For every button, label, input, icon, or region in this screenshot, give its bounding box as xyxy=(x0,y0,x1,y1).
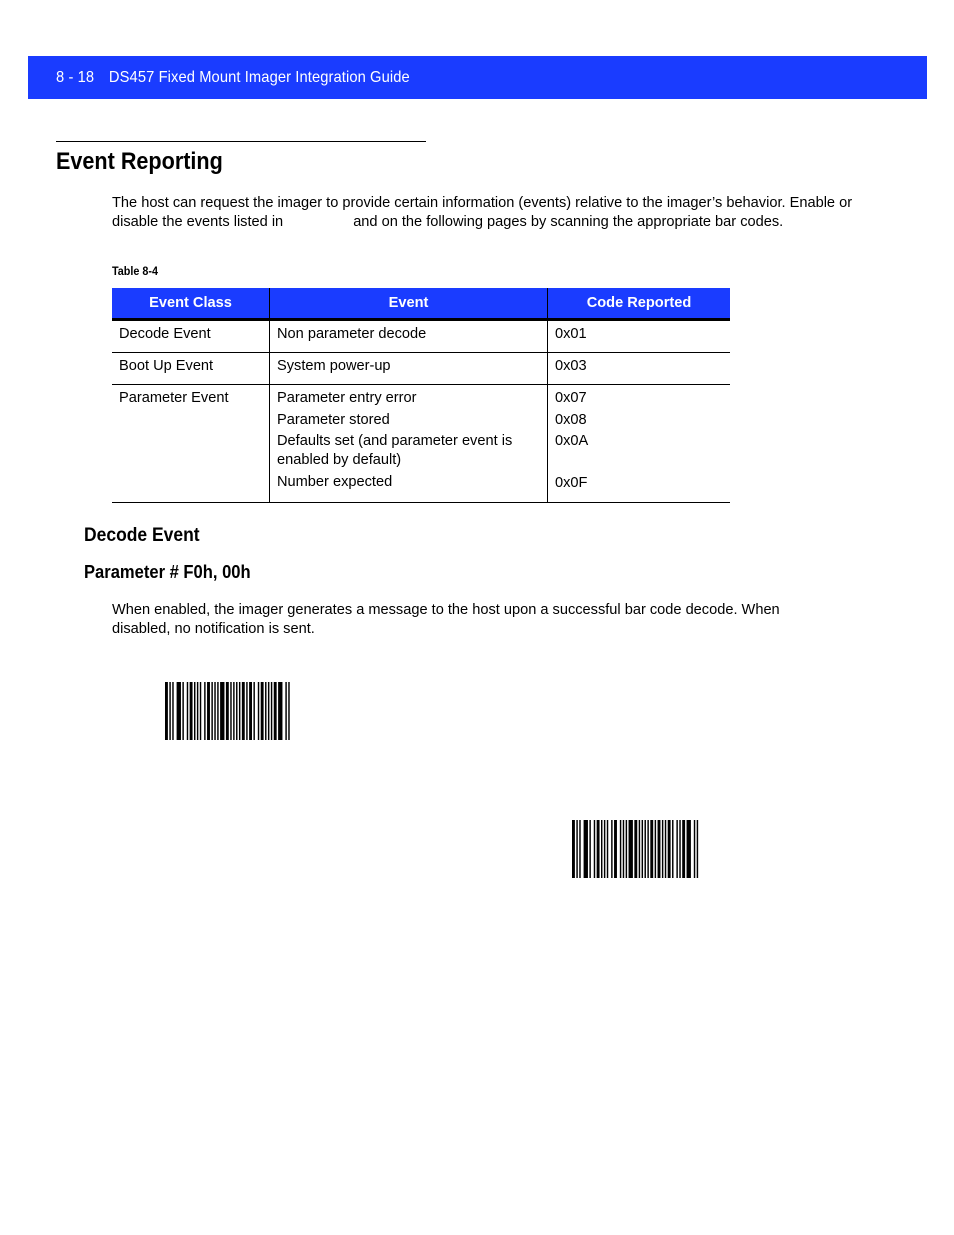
enable-barcode xyxy=(165,682,355,740)
barcode-bar xyxy=(614,820,617,878)
intro-text-part2: and on the following pages by scanning the appropriate bar codes. xyxy=(353,214,784,230)
disable-barcode xyxy=(572,820,762,878)
barcode-bar xyxy=(694,820,695,878)
column-header-code-reported: Code Reported xyxy=(548,288,731,320)
barcode-bar xyxy=(211,682,212,740)
barcode-bar xyxy=(572,820,575,878)
running-header xyxy=(56,69,410,87)
barcode-bar xyxy=(697,820,698,878)
barcode-bar xyxy=(253,682,254,740)
barcode-bar xyxy=(236,682,237,740)
guide-title: DS457 Fixed Mount Imager Integration Guide xyxy=(108,68,410,86)
barcode-bar xyxy=(169,682,170,740)
barcode-bar xyxy=(261,682,264,740)
barcode-bar xyxy=(288,682,289,740)
barcode-bar xyxy=(620,820,621,878)
code-cell: 0x03 xyxy=(548,353,731,385)
event-class-cell: Decode Event xyxy=(112,320,270,353)
barcode-bar xyxy=(165,682,168,740)
code-cell xyxy=(548,385,731,503)
barcode-bar xyxy=(207,682,210,740)
barcode-bar xyxy=(197,682,198,740)
barcode-bar xyxy=(634,820,637,878)
barcode-bar xyxy=(645,820,646,878)
code-item: 0x07 xyxy=(555,390,587,406)
barcode-bar xyxy=(597,820,600,878)
barcode-bar xyxy=(249,682,252,740)
barcode-bar xyxy=(177,682,181,740)
intro-text-part1: The host can request the imager to provide certain information (events) relative to the imager’s behavior. Enable or disable the events listed in xyxy=(112,195,853,230)
barcode-bar xyxy=(668,820,671,878)
barcode-bar xyxy=(647,820,648,878)
barcode-bar xyxy=(200,682,201,740)
barcode-bar xyxy=(274,682,277,740)
decode-event-heading: Decode Event xyxy=(84,525,200,546)
parameter-heading: Parameter # F0h, 00h xyxy=(84,562,251,582)
barcode-bar xyxy=(629,820,633,878)
barcode-bar xyxy=(220,682,224,740)
table-header-row xyxy=(112,288,730,320)
event-class-cell: Boot Up Event xyxy=(112,353,270,385)
barcode-bar xyxy=(214,682,215,740)
barcode-bar xyxy=(658,820,661,878)
event-cell: Non parameter decode xyxy=(270,320,548,353)
intro-paragraph xyxy=(112,194,862,232)
event-item: Defaults set (and parameter event is enabled by default) xyxy=(277,433,513,468)
barcode-bar xyxy=(676,820,677,878)
barcode-bar xyxy=(217,682,218,740)
barcode-bar xyxy=(226,682,229,740)
event-item: Number expected xyxy=(277,473,393,490)
barcode-bar xyxy=(190,682,193,740)
barcode-bar xyxy=(233,682,234,740)
barcode-bar xyxy=(589,820,590,878)
barcode-bar xyxy=(679,820,680,878)
decode-event-description: When enabled, the imager generates a message to the host upon a successful bar code decode. When disabled, no notification is sent. xyxy=(112,602,780,637)
barcode-bar xyxy=(626,820,627,878)
barcode-bar xyxy=(623,820,624,878)
table-caption: Table 8-4 xyxy=(112,264,159,278)
barcode-bar xyxy=(278,682,282,740)
barcode-bar xyxy=(271,682,272,740)
barcode-bar xyxy=(576,820,577,878)
barcode-bar xyxy=(607,820,608,878)
barcode-bar xyxy=(579,820,580,878)
header-bar xyxy=(28,56,927,99)
table-row xyxy=(112,353,730,385)
barcode-bar xyxy=(687,820,691,878)
barcode-bar xyxy=(642,820,643,878)
barcode-bar xyxy=(611,820,612,878)
event-class-cell: Parameter Event xyxy=(112,385,270,503)
barcode-bar xyxy=(194,682,195,740)
barcode-bar xyxy=(601,820,602,878)
table-row xyxy=(112,320,730,353)
event-item: Parameter stored xyxy=(277,411,390,428)
table-row xyxy=(112,385,730,503)
column-header-event-class: Event Class xyxy=(112,288,270,320)
barcode-bar xyxy=(246,682,247,740)
barcode-bar xyxy=(594,820,595,878)
barcode-bar xyxy=(682,820,685,878)
barcode-bar xyxy=(662,820,663,878)
barcode-bar xyxy=(239,682,240,740)
section-rule xyxy=(56,141,426,142)
barcode-bar xyxy=(655,820,656,878)
event-cell xyxy=(270,385,548,503)
barcode-bar xyxy=(604,820,605,878)
barcode-bar xyxy=(268,682,269,740)
event-cell: System power-up xyxy=(270,353,548,385)
barcode-bar xyxy=(230,682,231,740)
barcode-bar xyxy=(285,682,286,740)
barcode-bar xyxy=(650,820,653,878)
code-item: 0x08 xyxy=(555,411,587,428)
barcode-bar xyxy=(584,820,588,878)
barcode-bar xyxy=(265,682,266,740)
barcode-bar xyxy=(242,682,245,740)
code-item: 0x0F xyxy=(555,475,588,491)
code-cell: 0x01 xyxy=(548,320,731,353)
column-header-event: Event xyxy=(270,288,548,320)
event-item: Parameter entry error xyxy=(277,390,417,406)
section-title: Event Reporting xyxy=(56,148,223,175)
barcode-bar xyxy=(672,820,673,878)
code-item: 0x0A xyxy=(555,433,589,449)
barcode-bar xyxy=(187,682,188,740)
barcode-bar xyxy=(639,820,640,878)
page-number: 8 - 18 xyxy=(56,68,95,86)
barcode-bar xyxy=(182,682,183,740)
event-table xyxy=(112,288,730,503)
barcode-bar xyxy=(204,682,205,740)
barcode-bar xyxy=(665,820,666,878)
barcode-bar xyxy=(172,682,173,740)
barcode-bar xyxy=(258,682,259,740)
